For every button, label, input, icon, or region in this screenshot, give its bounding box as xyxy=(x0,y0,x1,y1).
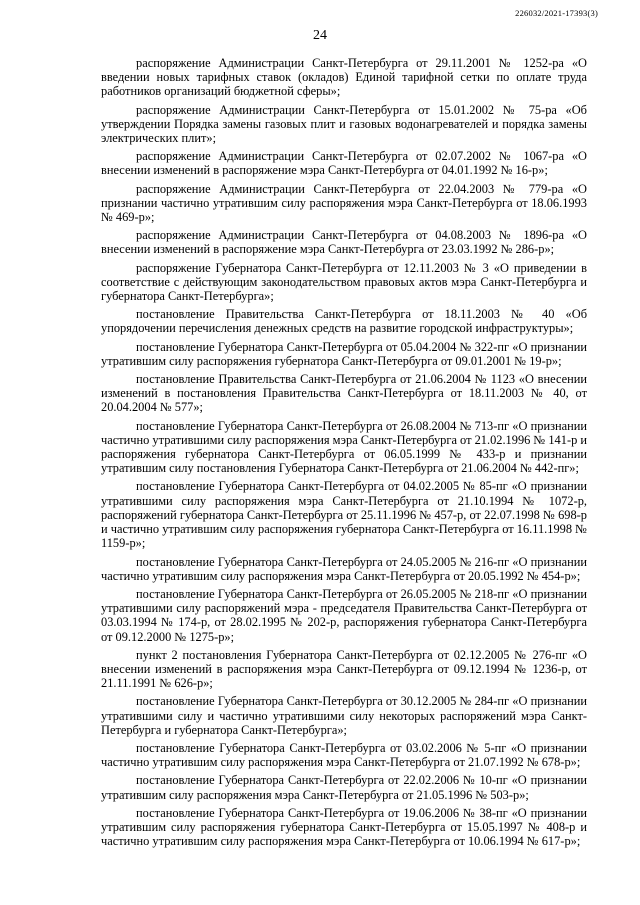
list-item: распоряжение Администрации Санкт-Петербурга от 29.11.2001 № 1252-ра «О введении новых тарифных ставок (окладов) Единой тарифной сетки по оплате труда работников организаций бюджетной сферы»; xyxy=(101,56,587,99)
page-number: 24 xyxy=(313,28,327,43)
list-item: распоряжение Администрации Санкт-Петербурга от 02.07.2002 № 1067-ра «О внесении изменений в распоряжение мэра Санкт-Петербурга от 04.01.1992 № 16-р»; xyxy=(101,149,587,178)
list-item: постановление Губернатора Санкт-Петербурга от 05.04.2004 № 322-пг «О признании утратившим силу распоряжения губернатора Санкт-Петербурга от 09.01.2001 № 19-р»; xyxy=(101,339,587,368)
list-item: постановление Правительства Санкт-Петербурга от 18.11.2003 № 40 «Об упорядочении перечисления денежных средств на развитие городской инфраструктуры»; xyxy=(101,307,587,336)
list-item: постановление Губернатора Санкт-Петербурга от 26.08.2004 № 713-пг «О признании частично утратившими силу распоряжения мэра Санкт-Петербурга от 21.02.1996 № 141-р и распоряжения губернатора Санкт-Петербурга от 06.05.1999 № 433-р и признании утратившим силу постановления Губернатора Санкт-Петербурга от 21.06.2004 № 442-пг»; xyxy=(101,418,587,476)
list-item: распоряжение Администрации Санкт-Петербурга от 04.08.2003 № 1896-ра «О внесении изменений в распоряжение мэра Санкт-Петербурга от 23.03.1992 № 286-р»; xyxy=(101,228,587,257)
list-item: постановление Губернатора Санкт-Петербурга от 19.06.2006 № 38-пг «О признании утратившим силу распоряжения губернатора Санкт-Петербурга от 15.05.1997 № 408-р и частично утратившим силу распоряжения мэра Санкт-Петербурга от 10.06.1994 № 617-р»; xyxy=(101,805,587,849)
list-item: постановление Губернатора Санкт-Петербурга от 26.05.2005 № 218-пг «О признании утратившими силу распоряжений мэра - председателя Правительства Санкт-Петербурга от 03.03.1994 № 174-р, от 28.02.1995 № 202-р, распоряжения губернатора Санкт-Петербурга от 09.12.2000 № 1275-р»; xyxy=(101,586,587,644)
document-body xyxy=(101,56,587,852)
document-registration-code: 226032/2021-17393(3) xyxy=(515,8,598,18)
list-item: постановление Губернатора Санкт-Петербурга от 03.02.2006 № 5-пг «О признании частично утратившим силу распоряжения мэра Санкт-Петербурга от 21.07.1992 № 678-р»; xyxy=(101,740,587,770)
list-item: постановление Губернатора Санкт-Петербурга от 30.12.2005 № 284-пг «О признании утратившими силу и частично утратившими силу некоторых распоряжений мэра Санкт-Петербурга и губернатора Санкт-Петербурга»; xyxy=(101,694,587,737)
list-item: постановление Правительства Санкт-Петербурга от 21.06.2004 № 1123 «О внесении изменений в постановления Правительства Санкт-Петербурга от 18.11.2003 № 40, от 20.04.2004 № 577»; xyxy=(101,372,587,415)
list-item: пункт 2 постановления Губернатора Санкт-Петербурга от 02.12.2005 № 276-пг «О внесении изменений в распоряжения мэра Санкт-Петербурга от 09.12.1994 № 1236-р, от 21.11.1991 № 626-р»; xyxy=(101,647,587,691)
list-item: распоряжение Губернатора Санкт-Петербурга от 12.11.2003 № 3 «О приведении в соответствие с действующим законодательством правовых актов мэра Санкт-Петербурга и губернатора Санкт-Петербурга»; xyxy=(101,260,587,304)
list-item: постановление Губернатора Санкт-Петербурга от 04.02.2005 № 85-пг «О признании утратившими силу распоряжения мэра Санкт-Петербурга от 21.10.1994 № 1072-р, распоряжений губернатора Санкт-Петербурга от 25.11.1996 № 457-р, от 22.07.1998 № 698-р и частично утратившим силу распоряжения губернатора Санкт-Петербурга от 16.11.1998 № 1159-р»; xyxy=(101,479,587,551)
list-item: распоряжение Администрации Санкт-Петербурга от 22.04.2003 № 779-ра «О признании частично утратившим силу распоряжения мэра Санкт-Петербурга от 18.06.1993 № 469-р»; xyxy=(101,181,587,225)
list-item: постановление Губернатора Санкт-Петербурга от 22.02.2006 № 10-пг «О признании утратившим силу распоряжения мэра Санкт-Петербурга от 21.05.1996 № 503-р»; xyxy=(101,773,587,802)
list-item: распоряжение Администрации Санкт-Петербурга от 15.01.2002 № 75-ра «Об утверждении Порядка замены газовых плит и газовых водонагревателей и порядка замены электрических плит»; xyxy=(101,102,587,146)
list-item: постановление Губернатора Санкт-Петербурга от 24.05.2005 № 216-пг «О признании частично утратившим силу распоряжения мэра Санкт-Петербурга от 20.05.1992 № 454-р»; xyxy=(101,554,587,583)
